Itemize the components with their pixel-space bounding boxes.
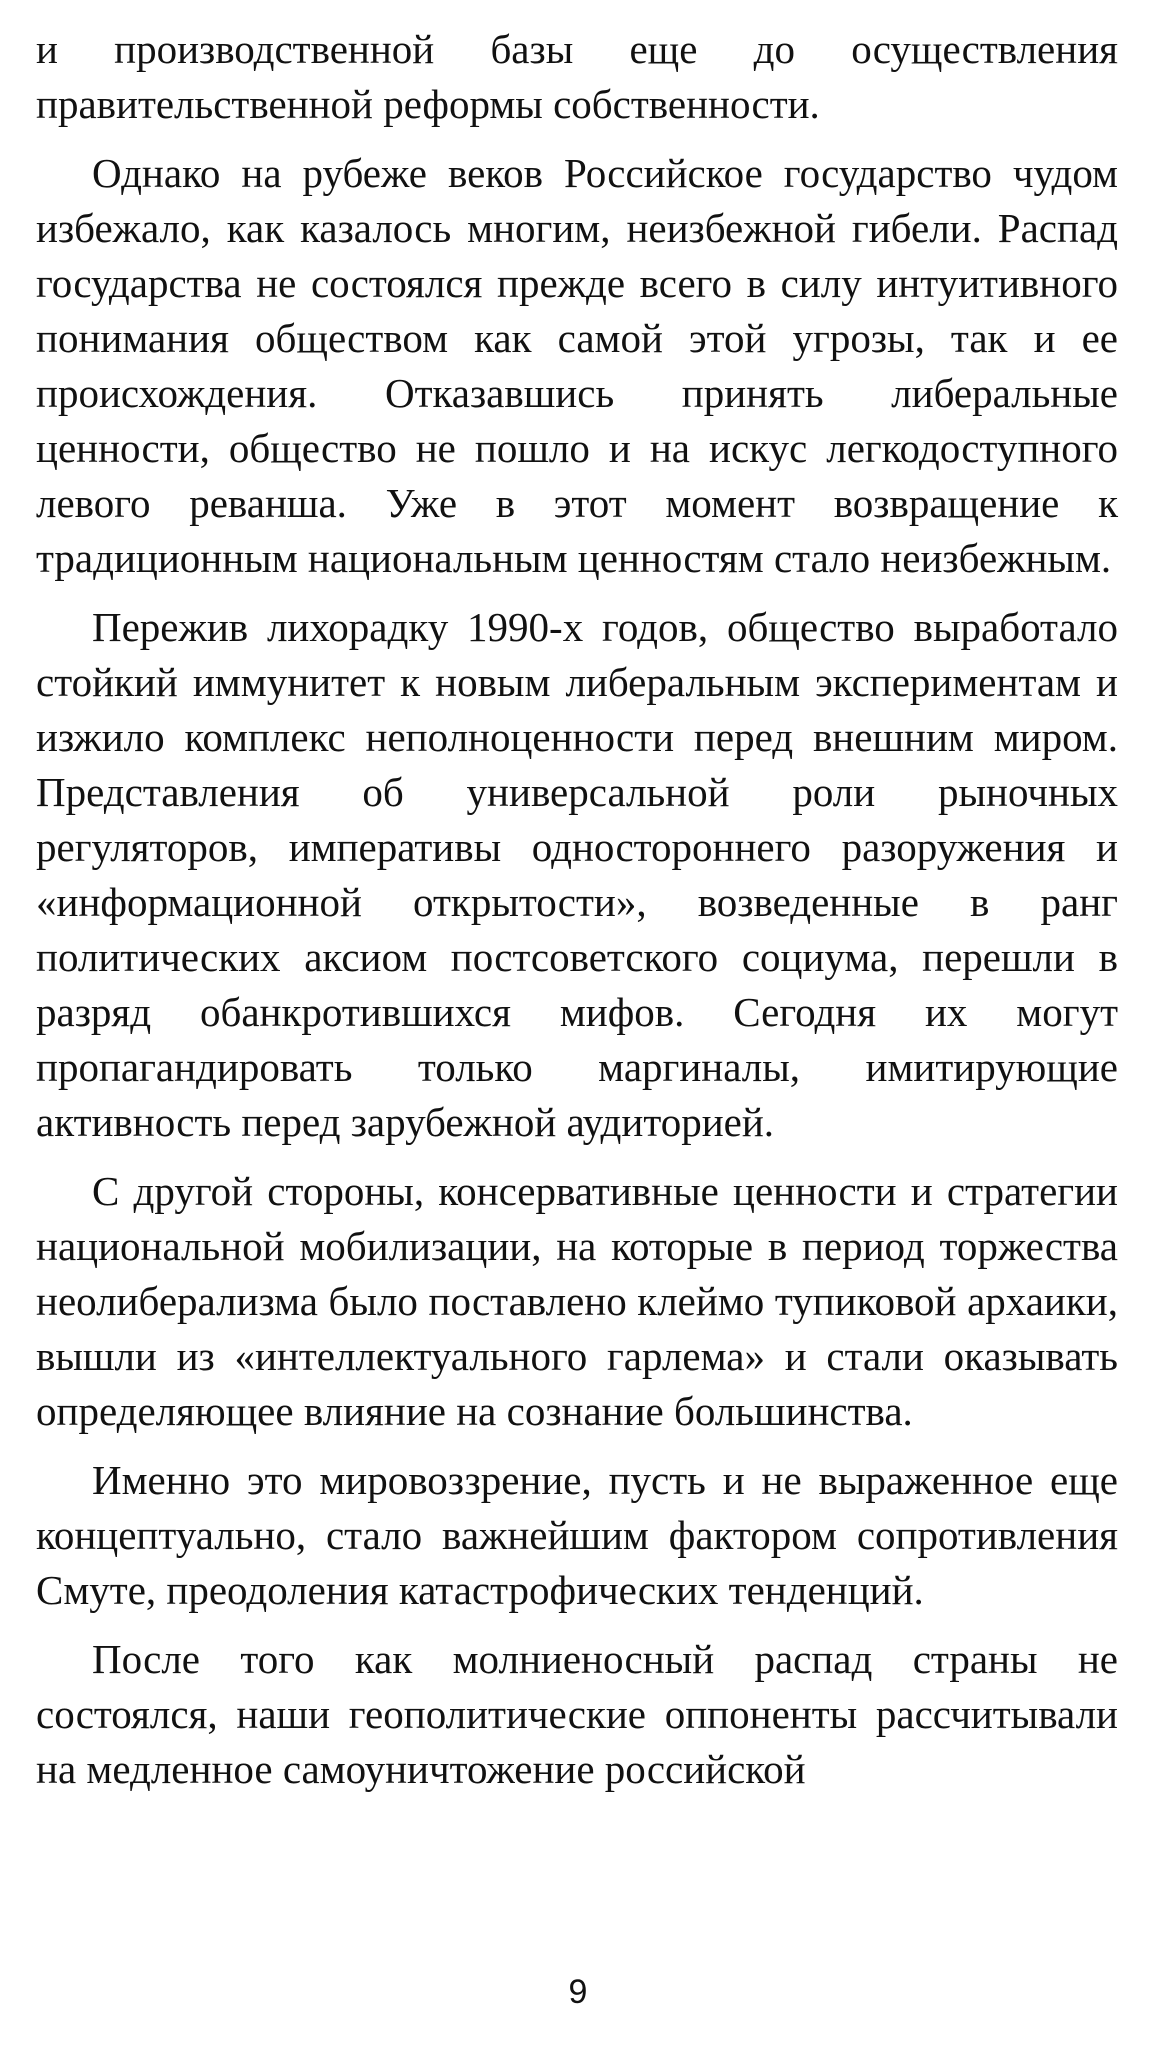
paragraph-3: Пережив лихорадку 1990-х годов, общество выработало стойкий иммунитет к новым либеральным экспериментам и изжило комплекс неполноценности перед внешним миром. Представления об универсальной роли рыночных регуляторов, императивы одностороннего разоружения и «информационной открытости», возведенные в ранг политических аксиом постсоветского социума, перешли в разряд обанкротившихся мифов. Сегодня их могут пропагандировать только маргиналы, имитирующие активность перед зарубежной аудиторией. [36, 604, 1118, 1145]
paragraph-4: С другой стороны, консервативные ценности и стратегии национальной мобилизации, на которые в период торжества неолиберализма было поставлено клеймо тупиковой архаики, вышли из «интеллектуального гарлема» и стали оказывать определяющее влияние на сознание большинства. [36, 1168, 1118, 1434]
book-page [36, 22, 1118, 1982]
page-number: 9 [568, 1973, 588, 2011]
paragraph-5: Именно это мировоззрение, пусть и не выраженное еще концептуально, стало важнейшим фактором сопротивления Смуте, преодоления катастрофических тенденций. [36, 1457, 1118, 1613]
paragraph-1: и производственной базы еще до осуществления правительственной реформы собственности. [36, 26, 1118, 127]
paragraph-2: Однако на рубеже веков Российское государство чудом избежало, как казалось многим, неизбежной гибели. Распад государства не состоялся прежде всего в силу интуитивного понимания обществом как самой этой угрозы, так и ее происхождения. Отказавшись принять либеральные ценности, общество не пошло и на искус легкодоступного левого реванша. Уже в этот момент возвращение к традиционным национальным ценностям стало неизбежным. [36, 150, 1118, 581]
paragraph-6: После того как молниеносный распад страны не состоялся, наши геополитические оппоненты рассчитывали на медленное самоуничтожение российской [36, 1636, 1118, 1792]
